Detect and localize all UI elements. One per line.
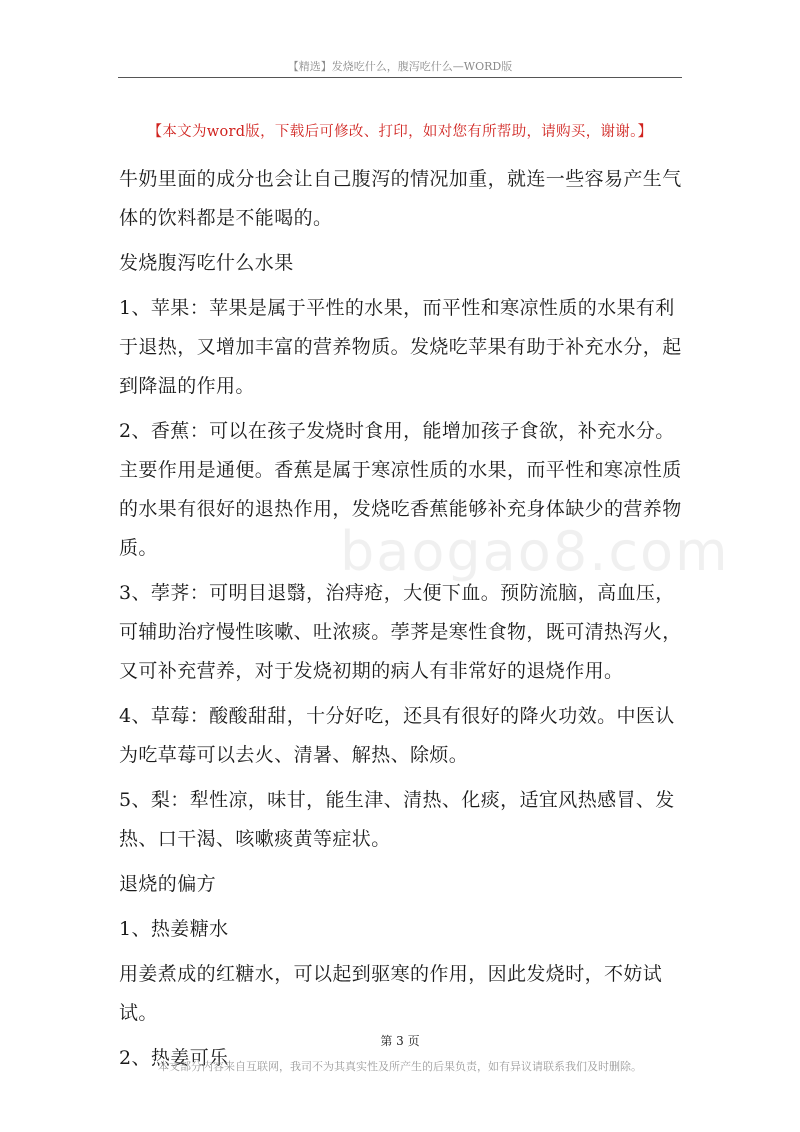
header-divider [118,77,682,78]
heading-fruits: 发烧腹泻吃什么水果 [119,252,294,274]
paragraph-milk: 牛奶里面的成分也会让自己腹泻的情况加重，就连一些容易产生气体的饮料都是不能喝的。 [119,168,682,229]
list-item-ginger-cola: 2、热姜可乐 [119,1047,229,1069]
document-body [119,160,685,1084]
download-notice: 【本文为word版，下载后可修改、打印，如对您有所帮助，请购买，谢谢。】 [147,124,653,140]
page-footer: 本文部分内容来自互联网，我司不为其真实性及所产生的后果负责，如有异议请联系我们及时删除。 [158,1060,642,1073]
heading-remedies: 退烧的偏方 [119,873,217,895]
page-number: 第 3 页 [380,1034,420,1048]
list-item-banana: 2、香蕉：可以在孩子发烧时食用，能增加孩子食欲，补充水分。主要作用是通便。香蕉是属于寒凉性质的水果，而平性和寒凉性质的水果有很好的退热作用，发烧吃香蕉能够补充身体缺少的营养物质。 [119,420,682,559]
list-item-apple: 1、苹果：苹果是属于平性的水果，而平性和寒凉性质的水果有利于退热，又增加丰富的营养物质。发烧吃苹果有助于补充水分，起到降温的作用。 [119,297,682,397]
paragraph-ginger-sugar-water: 用姜煮成的红糖水，可以起到驱寒的作用，因此发烧时，不妨试试。 [119,963,663,1024]
list-item-ginger-sugar-water: 1、热姜糖水 [119,918,229,940]
watermark: baogao8.com [340,520,730,583]
list-item-water-chestnut: 3、荸荠：可明目退翳，治痔疮，大便下血。预防流脑，高血压，可辅助治疗慢性咳嗽、吐浓痰。荸荠是寒性食物，既可清热泻火，又可补充营养，对于发烧初期的病人有非常好的退烧作用。 [119,582,682,682]
list-item-strawberry: 4、草莓：酸酸甜甜，十分好吃，还具有很好的降火功效。中医认为吃草莓可以去火、清暑、解热、除烦。 [119,705,675,766]
list-item-pear: 5、梨：犁性凉，味甘，能生津、清热、化痰，适宜风热感冒、发热、口干渴、咳嗽痰黄等症状。 [119,789,675,850]
page-header: 【精选】发烧吃什么，腹泻吃什么—WORD版 [287,60,513,73]
